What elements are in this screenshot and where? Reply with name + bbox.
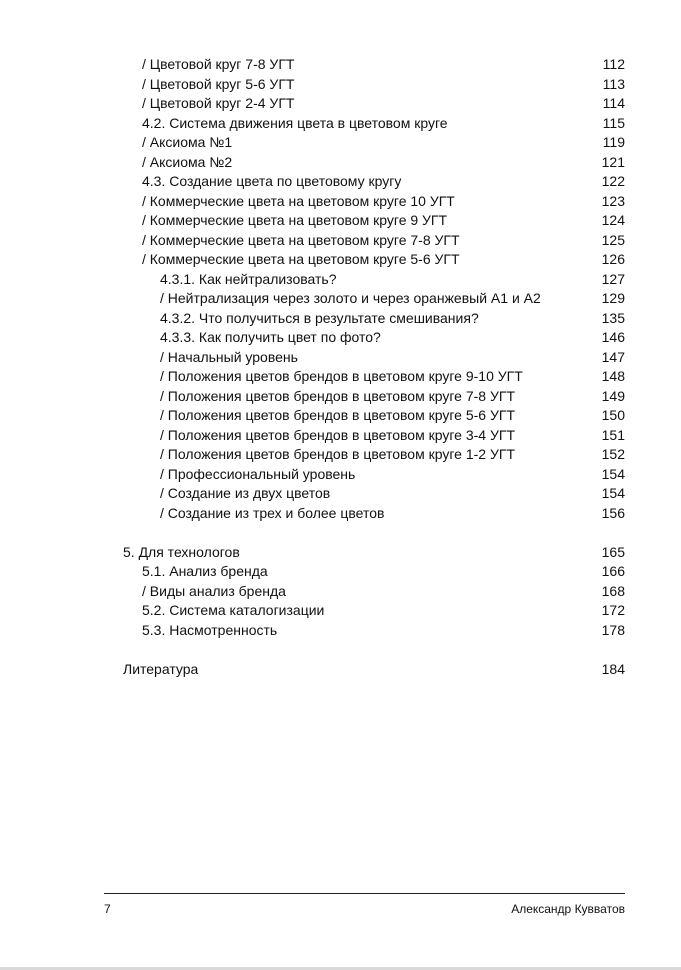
toc-entry (0, 367, 681, 387)
toc-entry-page: 172 (601, 602, 625, 618)
toc-entry-title: / Цветовой круг 7-8 УГТ (142, 56, 295, 72)
toc-entry-page: 126 (601, 251, 625, 267)
toc-entry-page: 146 (601, 329, 625, 345)
toc-entry-page: 168 (601, 582, 625, 599)
toc-entry (0, 250, 681, 270)
toc-entry (0, 387, 681, 407)
toc-entry (0, 192, 681, 212)
toc-entry-page: 135 (601, 309, 625, 326)
toc-entry (0, 426, 681, 446)
toc-entry (0, 445, 681, 465)
toc-entry (0, 153, 681, 173)
toc-entry-page: 114 (602, 95, 625, 111)
toc-entry (0, 270, 681, 290)
toc-entry-title: / Нейтрализация через золото и через оранжевый А1 и А2 (160, 290, 541, 306)
toc-entry-page: 156 (601, 504, 625, 521)
toc-entry-title: / Коммерческие цвета на цветовом круге 7-8 УГТ (142, 231, 460, 248)
toc-entry-page: 124 (601, 212, 625, 228)
toc-entry-page: 123 (601, 192, 625, 209)
toc-entry-title: / Положения цветов брендов в цветовом круге 1-2 УГТ (160, 446, 515, 462)
toc-entry (0, 406, 681, 426)
footer-divider (104, 893, 625, 894)
toc-entry (0, 484, 681, 504)
toc-entry (0, 601, 681, 621)
toc-entry-page: 154 (601, 485, 625, 501)
toc-entry-title: / Коммерческие цвета на цветовом круге 5-6 УГТ (142, 251, 460, 267)
footer-page-number: 7 (104, 902, 111, 916)
toc-entry (0, 211, 681, 231)
toc-entry-title: / Положения цветов брендов в цветовом круге 7-8 УГТ (160, 387, 515, 404)
toc-entry (0, 562, 681, 582)
toc-entry-title: / Положения цветов брендов в цветовом круге 9-10 УГТ (160, 368, 523, 384)
toc-entry-page: 112 (602, 56, 625, 72)
toc-entry-page: 165 (601, 543, 625, 560)
toc-entry (0, 543, 681, 563)
toc-entry-title: / Профессиональный уровень (160, 465, 356, 482)
toc-entry-title: Литература (123, 660, 199, 677)
toc-entry (0, 94, 681, 114)
toc-entry-page: 129 (601, 290, 625, 306)
toc-entry-title: / Начальный уровень (160, 348, 298, 365)
toc-entry-title: / Коммерческие цвета на цветовом круге 10 УГТ (142, 192, 455, 209)
toc-entry (0, 621, 681, 641)
toc-entry (0, 309, 681, 329)
toc-entry-title: 5.2. Система каталогизации (142, 602, 325, 618)
toc-entry-title: / Положения цветов брендов в цветовом круге 5-6 УГТ (160, 407, 515, 423)
toc-entry-page: 184 (601, 660, 625, 677)
toc-entry-title: 4.3.3. Как получить цвет по фото? (160, 329, 381, 345)
toc-entry (0, 504, 681, 524)
toc-entry-title: / Цветовой круг 2-4 УГТ (142, 95, 295, 111)
toc-entry-page: 113 (602, 75, 625, 92)
toc-entry (0, 55, 681, 75)
toc-entry-title: / Аксиома №2 (142, 153, 233, 170)
toc-entry (0, 348, 681, 368)
toc-entry (0, 660, 681, 680)
toc-entry-title: 4.3.2. Что получиться в результате смешивания? (160, 309, 479, 326)
toc-entry-title: / Положения цветов брендов в цветовом круге 3-4 УГТ (160, 426, 515, 443)
toc-entry (0, 114, 681, 134)
toc-entry (0, 75, 681, 95)
section-spacer (0, 640, 681, 660)
toc-entry (0, 582, 681, 602)
toc-entry-title: / Виды анализ бренда (142, 582, 286, 599)
toc-entry-title: 4.2. Система движения цвета в цветовом круге (142, 114, 448, 131)
toc-entry-page: 148 (601, 368, 625, 384)
toc-entry (0, 231, 681, 251)
toc-entry-page: 125 (601, 231, 625, 248)
toc-entry-title: / Аксиома №1 (142, 134, 233, 150)
toc-entry-page: 121 (601, 153, 625, 170)
toc-entry-title: 4.3. Создание цвета по цветовому кругу (142, 173, 402, 189)
toc-entry-page: 127 (601, 270, 625, 287)
toc-entry-page: 151 (601, 426, 625, 443)
toc-entry-page: 154 (601, 465, 625, 482)
toc-entry-page: 115 (602, 114, 625, 131)
toc-entry-page: 150 (601, 407, 625, 423)
toc-entry-page: 147 (601, 348, 625, 365)
toc-entry (0, 328, 681, 348)
table-of-contents (0, 55, 681, 679)
toc-entry-title: 5. Для технологов (123, 543, 240, 560)
toc-entry-page: 152 (601, 446, 625, 462)
toc-entry-title: 5.3. Насмотренность (142, 621, 278, 638)
toc-entry-title: / Создание из трех и более цветов (160, 504, 385, 521)
footer-author: Александр Кувватов (511, 902, 625, 916)
toc-entry-page: 166 (601, 563, 625, 579)
toc-entry-title: / Коммерческие цвета на цветовом круге 9 УГТ (142, 212, 448, 228)
toc-entry (0, 289, 681, 309)
section-spacer (0, 523, 681, 543)
toc-entry (0, 465, 681, 485)
toc-entry (0, 133, 681, 153)
toc-entry-title: 4.3.1. Как нейтрализовать? (160, 270, 337, 287)
toc-entry-page: 149 (601, 387, 625, 404)
toc-entry (0, 172, 681, 192)
toc-entry-title: 5.1. Анализ бренда (142, 563, 268, 579)
toc-entry-page: 178 (601, 621, 625, 638)
toc-entry-title: / Цветовой круг 5-6 УГТ (142, 75, 295, 92)
toc-entry-page: 119 (602, 134, 625, 150)
toc-entry-page: 122 (601, 173, 625, 189)
toc-entry-title: / Создание из двух цветов (160, 485, 331, 501)
